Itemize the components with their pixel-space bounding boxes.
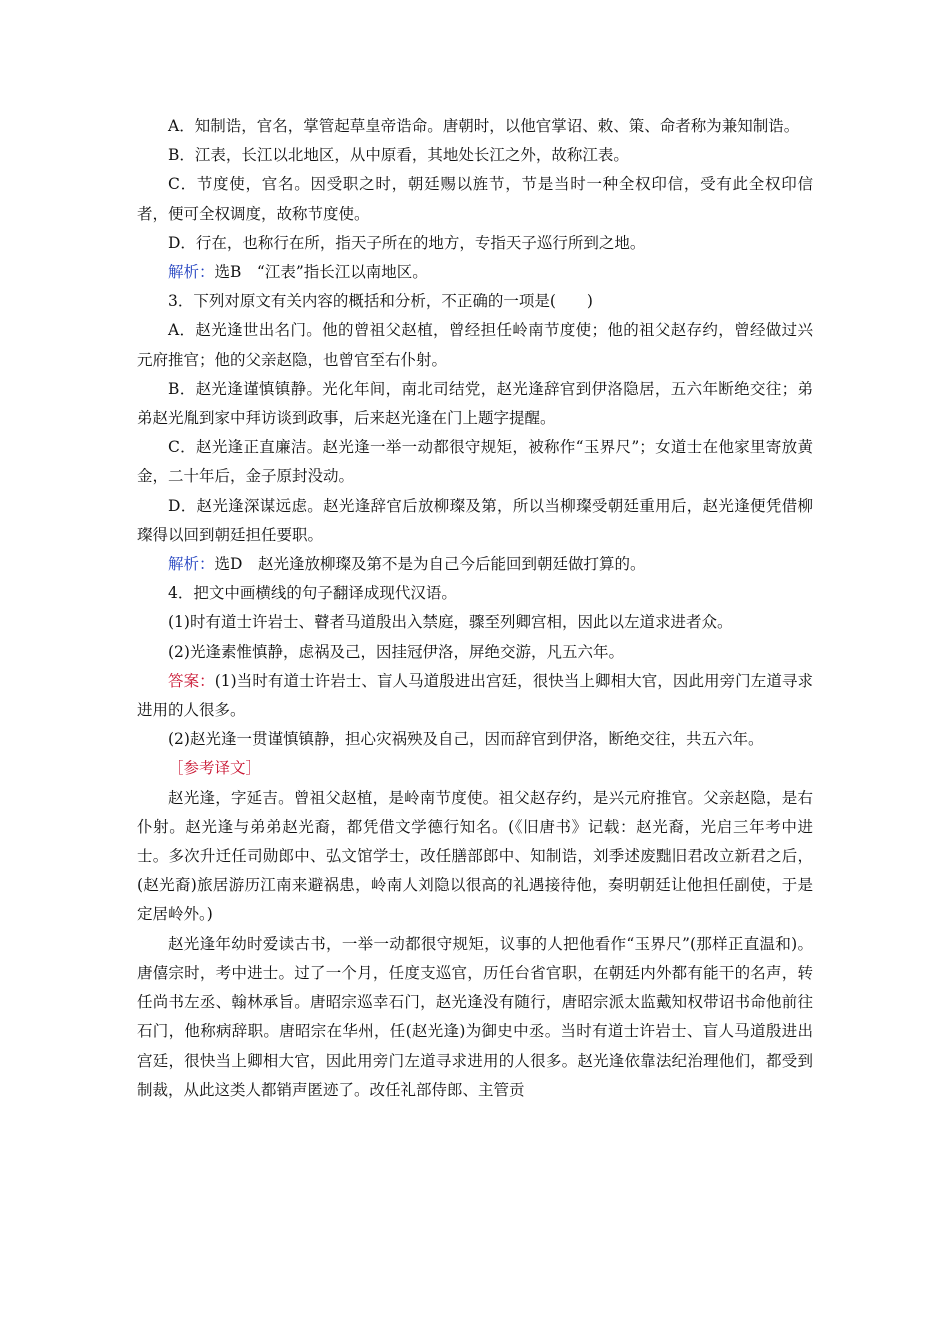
q2-option-b: B．江表，长江以北地区，从中原看，其地处长江之外，故称江表。 xyxy=(168,146,629,165)
analysis-label: 解析： xyxy=(168,555,215,574)
q3-stem: 3．下列对原文有关内容的概括和分析，不正确的一项是( ) xyxy=(168,292,593,311)
q3-option-c: C．赵光逢正直廉洁。赵光逢一举一动都很守规矩，被称作“玉界尺”；女道士在他家里寄放黄金，二十年后，金子原封没动。 xyxy=(137,438,813,486)
translation-paragraph-1: 赵光逢，字延吉。曾祖父赵植，是岭南节度使。祖父赵存约，是兴元府推官。父亲赵隐，是右仆射。赵光逢与弟弟赵光裔，都凭借文学德行知名。(《旧唐书》记载：赵光裔，光启三年考中进士。多次升迁任司勋郎中、弘文馆学士，改任膳部郎中、知制诰，刘季述废黜旧君改立新君之后，(赵光裔)旅居游历江南来避祸患，岭南人刘隐以很高的礼遇接待他，奏明朝廷让他担任副使，于是定居岭外。) xyxy=(137,788,813,924)
answer-label: 答案： xyxy=(168,671,215,690)
analysis-text: 选D 赵光逢放柳璨及第不是为自己今后能回到朝廷做打算的。 xyxy=(214,555,646,574)
translation-paragraph-2: 赵光逢年幼时爱读古书，一举一动都很守规矩，议事的人把他看作“玉界尺”(那样正直温和)。唐僖宗时，考中进士。过了一个月，任度支巡官，历任台省官职，在朝廷内外都有能干的名声，转任尚书左丞、翰林承旨。唐昭宗巡幸石门，赵光逢没有随行，唐昭宗派太监戴知权带诏书命他前往石门，他称病辞职。唐昭宗在华州，任(赵光逢)为御史中丞。当时有道士许岩士、盲人马道殷进出宫廷，很快当上卿相大官，因此用旁门左道寻求进用的人很多。赵光逢依靠法纪治理他们，都受到制裁，从此这类人都销声匿迹了。改任礼部侍郎、主管贡 xyxy=(137,934,813,1099)
q2-analysis xyxy=(137,258,813,287)
document-page xyxy=(137,112,813,1105)
q2-option-c: C．节度使，官名。因受职之时，朝廷赐以旌节，节是当时一种全权印信，受有此全权印信者，便可全权调度，故称节度使。 xyxy=(137,175,813,223)
q3-option-d: D．赵光逢深谋远虑。赵光逢辞官后放柳璨及第，所以当柳璨受朝廷重用后，赵光逢便凭借柳璨得以回到朝廷担任要职。 xyxy=(137,496,813,544)
q3-analysis xyxy=(137,550,813,579)
q4-answer-1 xyxy=(137,667,813,725)
translation-heading: ［参考译文］ xyxy=(168,759,262,778)
q4-stem: 4．把文中画横线的句子翻译成现代汉语。 xyxy=(168,584,457,603)
q3-option-b: B．赵光逢谨慎镇静。光化年间，南北司结党，赵光逢辞官到伊洛隐居，五六年断绝交往；弟弟赵光胤到家中拜访谈到政事，后来赵光逢在门上题字提醒。 xyxy=(137,379,813,428)
analysis-label: 解析： xyxy=(168,263,215,282)
q3-option-a: A．赵光逢世出名门。他的曾祖父赵植，曾经担任岭南节度使；他的祖父赵存约，曾经做过兴元府推官；他的父亲赵隐，也曾官至右仆射。 xyxy=(137,321,813,369)
q2-option-d: D．行在，也称行在所，指天子所在的地方，专指天子巡行所到之地。 xyxy=(168,233,646,252)
analysis-text: 选B “江表”指长江以南地区。 xyxy=(214,263,428,282)
q4-item-1: (1)时有道士许岩士、瞽者马道殷出入禁庭，骤至列卿宫相，因此以左道求进者众。 xyxy=(168,613,733,632)
answer-text: (1)当时有道士许岩士、盲人马道殷进出宫廷，很快当上卿相大官，因此用旁门左道寻求进用的人很多。 xyxy=(137,671,813,720)
q2-option-a: A．知制诰，官名，掌管起草皇帝诰命。唐朝时，以他官掌诏、敕、策、命者称为兼知制诰。 xyxy=(168,117,800,135)
q4-item-2: (2)光逢素惟慎静，虑祸及己，因挂冠伊洛，屏绝交游，凡五六年。 xyxy=(168,642,624,661)
q4-answer-2: (2)赵光逢一贯谨慎镇静，担心灾祸殃及自己，因而辞官到伊洛，断绝交往，共五六年。 xyxy=(168,730,764,749)
